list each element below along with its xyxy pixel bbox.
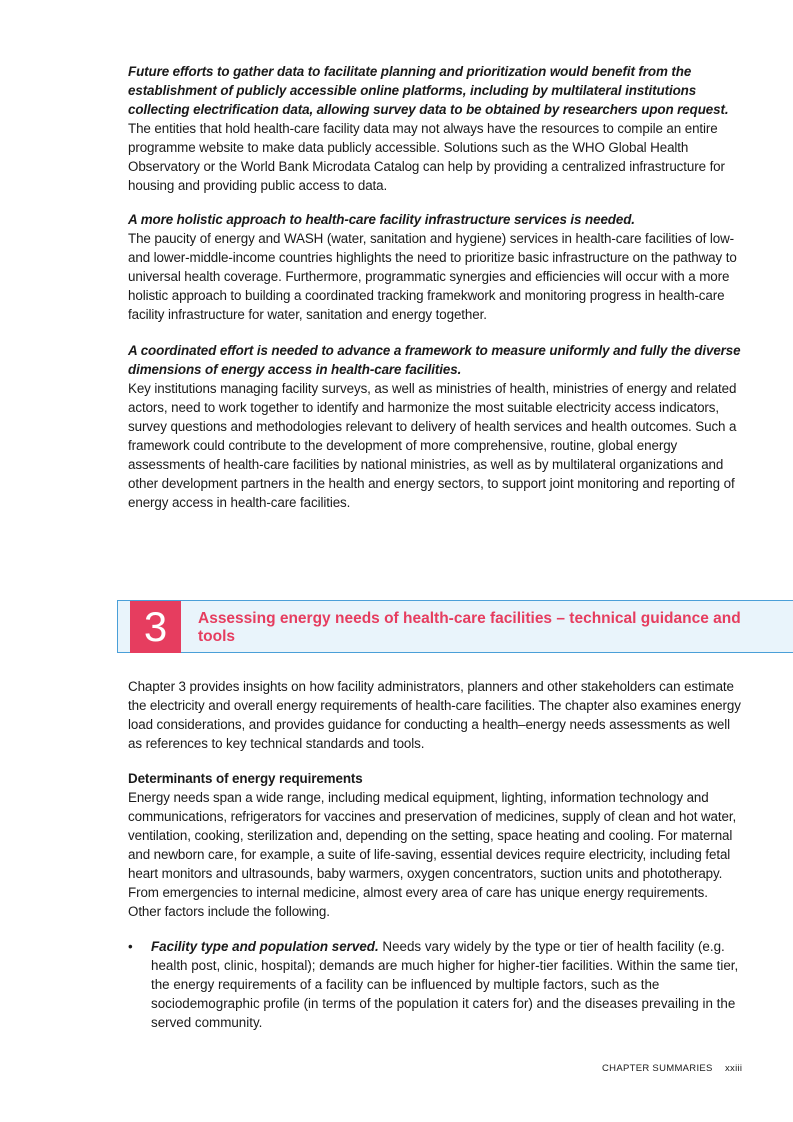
section-body: Key institutions managing facility surveys, as well as ministries of health, ministries of energy and related actors, need to work together to identify and harmonize the most suitable electricity access indicators, survey questions and methodologies relevant to delivery of health services and health outcomes. Such a framework could contribute to the development of more comprehensive, routine, global energy assessments of health-care facilities by national ministries, as well as by multilateral organizations and other development partners in the health and energy sectors, to support joint monitoring and reporting of energy access in health-care facilities. (128, 381, 737, 510)
section-data-platforms (128, 62, 743, 195)
section-heading: A coordinated effort is needed to advance a framework to measure uniformly and fully the diverse dimensions of energy access in health-care facilities. (128, 343, 741, 377)
chapter-header (117, 600, 793, 653)
chapter-intro-text: Chapter 3 provides insights on how facility administrators, planners and other stakeholders can estimate the electricity and overall energy requirements of health-care facilities. The chapter also examines energy load considerations, and provides guidance for conducting a health–energy needs assessments as well as references to key technical standards and tools. (128, 679, 741, 751)
bullet-item-facility-type (128, 937, 743, 1032)
section-holistic-approach (128, 210, 743, 324)
bullet-lead: Facility type and population served. (151, 939, 379, 954)
determinants-body: Energy needs span a wide range, including medical equipment, lighting, information technology and communications, refrigerators for vaccines and preservation of medicines, supply of clean and hot water, ventilation, cooking, sterilization and, depending on the setting, space heating and cooling. For maternal and newborn care, for example, a suite of life-saving, essential devices require electricity, including fetal heart monitors and ultrasounds, baby warmers, oxygen concentrators, suction units and phototherapy. From emergencies to internal medicine, almost every area of care has unique energy requirements. Other factors include the following. (128, 790, 737, 919)
bullet-text: Needs vary widely by the type or tier of health facility (e.g. health post, clinic, hospital); demands are much higher for higher-tier facilities. Within the same tier, the energy requirements of a facility can be influenced by multiple factors, such as the sociodemographic profile (in terms of the population it caters for) and the diseases prevailing in the served community. (151, 939, 739, 1030)
chapter-number: 3 (130, 601, 181, 653)
section-coordinated-effort (128, 341, 743, 512)
section-body: The entities that hold health-care facility data may not always have the resources to compile an entire programme website to make data publicly accessible. Solutions such as the WHO Global Health Observatory or the World Bank Microdata Catalog can help by providing a centralized infrastructure for housing and providing public access to data. (128, 121, 725, 193)
bullet-icon: • (128, 939, 133, 954)
section-body: The paucity of energy and WASH (water, sanitation and hygiene) services in health-care facilities of low- and lower-middle-income countries highlights the need to prioritize basic infrastructure on the pathway to universal health coverage. Furthermore, programmatic synergies and efficiencies will occur with a more holistic approach to building a coordinated tracking framekwork and monitoring progress in health-care facility infrastructure for water, sanitation and energy together. (128, 231, 737, 322)
chapter-intro (128, 677, 743, 753)
footer-label: CHAPTER SUMMARIES (602, 1063, 713, 1074)
chapter-title: Assessing energy needs of health-care facilities – technical guidance and tools (198, 610, 741, 645)
determinants-heading: Determinants of energy requirements (128, 771, 363, 786)
bullet-content (151, 937, 743, 1032)
determinants-section (128, 769, 743, 921)
page-number: xxiii (725, 1063, 743, 1074)
section-heading: A more holistic approach to health-care facility infrastructure services is needed. (128, 212, 635, 227)
section-heading: Future efforts to gather data to facilitate planning and prioritization would benefit from the establishment of publicly accessible online platforms, including by multilateral institutions collecting electrification data, allowing survey data to be obtained by researchers upon request. (128, 64, 729, 117)
